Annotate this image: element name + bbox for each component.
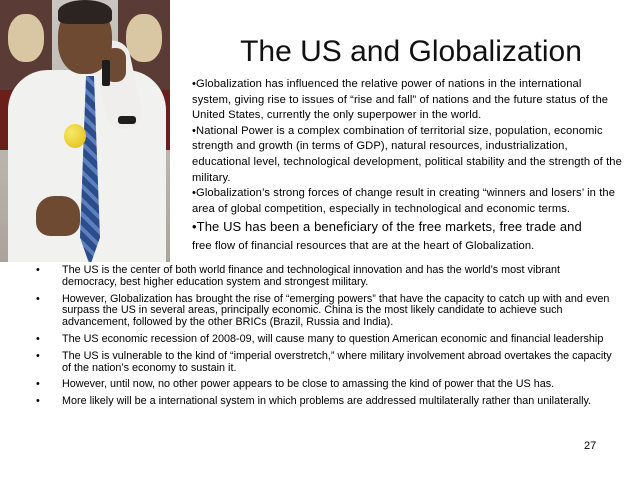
poster-face <box>8 14 44 62</box>
emphasis-line-1: •The US has been a beneficiary of the free markets, free trade and <box>192 219 582 235</box>
slide-title: The US and Globalization <box>240 35 582 68</box>
upper-paragraph: •Globalization’s strong forces of change result in creating “winners and losers’ in the area of global competition, especially in technological and economic terms. <box>192 187 616 215</box>
watch <box>118 116 136 124</box>
bullet-text: However, Globalization has brought the rise of “emerging powers” that have the capacity to catch up with and even surpass the US in several areas, principally economic. China is the most likely candidate to achieve such advancement, followed by the other BRICs (Brazil, Russia and India). <box>62 292 610 329</box>
upper-paragraph: •National Power is a complex combination of territorial size, population, economic strength and growth (in terms of GDP), natural resources, industrialization, educational level, technological development, political stability and the strength of the military. <box>192 124 622 184</box>
list-item <box>36 351 616 375</box>
bullet-text: The US is the center of both world finance and technological innovation and has the world’s most vibrant democracy, best higher education system and strongest military. <box>62 264 560 288</box>
emphasis-line-2: free flow of financial resources that are at the heart of Globalization. <box>192 239 535 252</box>
emphasis-paragraph <box>192 218 622 255</box>
bullet-dot: • <box>36 349 40 362</box>
upper-paragraph: •Globalization has influenced the relative power of nations in the international system, giving rise to issues of “rise and fall” of nations and the future status of the United States, currently the only superpower in the world. <box>192 78 609 122</box>
bullet-dot: • <box>36 264 40 276</box>
bullet-dot: • <box>36 332 40 345</box>
page-number: 27 <box>584 440 597 452</box>
photo <box>0 0 170 262</box>
hair <box>58 0 112 24</box>
list-item <box>36 396 616 408</box>
bullet-text: The US is vulnerable to the kind of “imperial overstretch,” where military involvement abroad overtakes the capacity of the nation’s economy to sustain it. <box>62 349 612 374</box>
bullet-dot: • <box>36 378 40 391</box>
list-item <box>36 334 616 346</box>
poster-face <box>126 14 162 62</box>
lemon <box>64 124 86 148</box>
bullet-list <box>36 265 616 413</box>
bullet-text: More likely will be a international system in which problems are addressed multilaterally rather than unilaterally. <box>62 395 592 408</box>
bullet-dot: • <box>36 395 40 408</box>
bullet-dot: • <box>36 292 40 305</box>
phone <box>102 60 110 86</box>
list-item <box>36 294 616 329</box>
list-item <box>36 265 616 289</box>
bullet-text: The US economic recession of 2008-09, will cause many to question American economic and financial leadership <box>62 332 604 345</box>
bullet-text: However, until now, no other power appears to be close to amassing the kind of power that the US has. <box>62 378 555 391</box>
upper-text-block <box>192 77 622 255</box>
list-item <box>36 379 616 391</box>
left-hand <box>36 196 80 236</box>
